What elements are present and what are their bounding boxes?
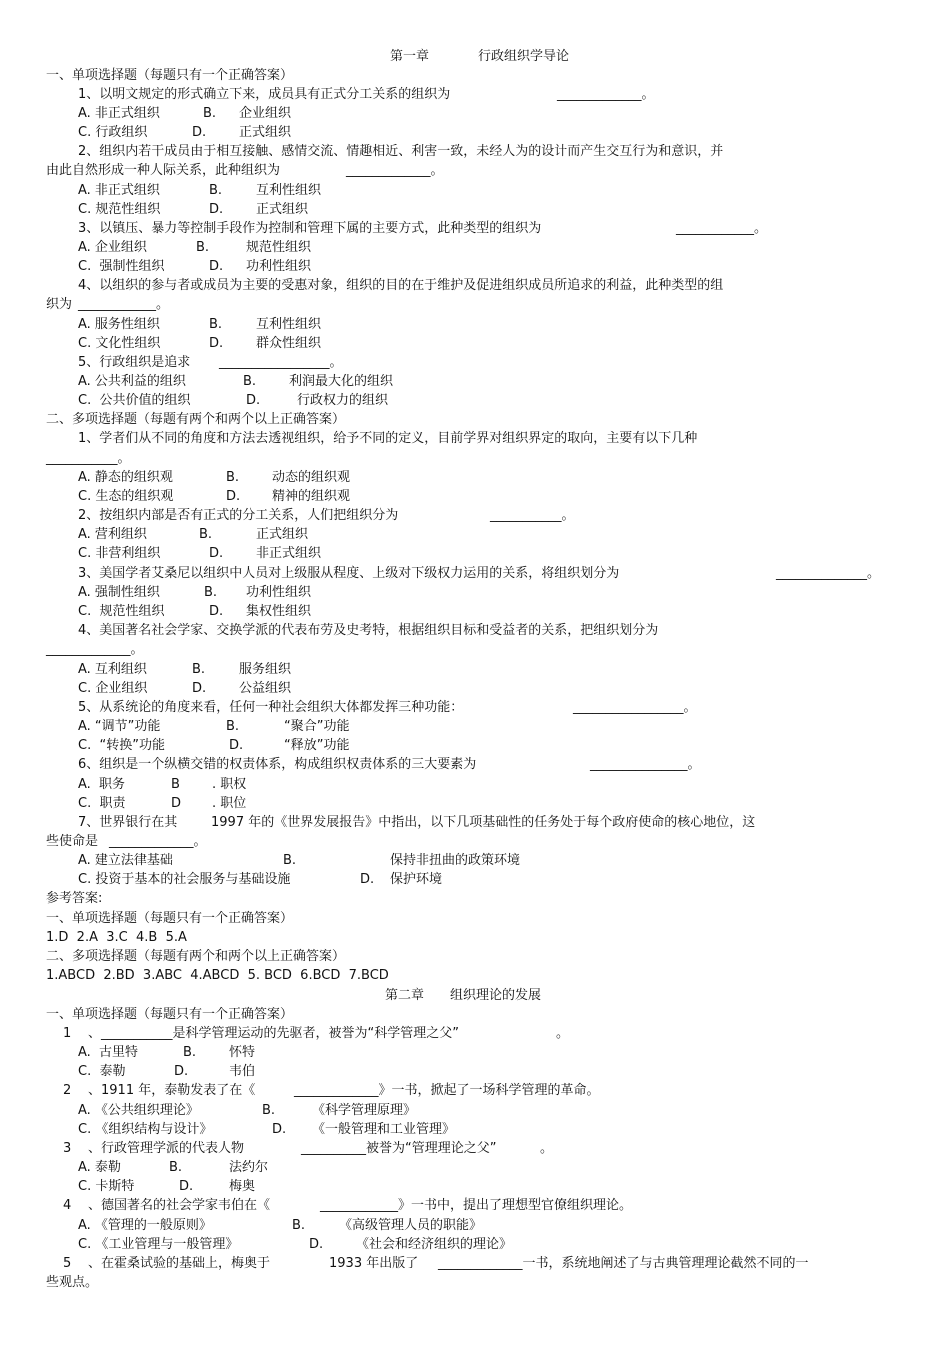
text-segment: 1933 年出版了 (329, 1256, 419, 1271)
text-segment: 7、世界银行在其 (78, 815, 178, 830)
text-segment: A. 泰勒 (78, 1160, 121, 1175)
text-segment: ___________。 (46, 451, 131, 466)
text-segment: 第一章 (390, 49, 430, 64)
text-segment: A. 服务性组织 (78, 317, 160, 332)
text-segment: C. 企业组织 (78, 681, 148, 696)
text-segment: D. (246, 393, 261, 408)
text-segment: D. (174, 1064, 189, 1079)
text-segment: B. (196, 240, 210, 255)
text-segment: D. (192, 681, 207, 696)
text-segment: 《社会和经济组织的理论》 (356, 1237, 513, 1252)
text-segment: 4、以组织的参与者或成员为主要的受惠对象，组织的目的在于维护及促进组织成员所追求的利益，此种类型的组 (78, 278, 724, 293)
text-segment: C. 职责 (78, 796, 126, 811)
text-segment: 规范性组织 (246, 240, 312, 255)
text-segment: 非正式组织 (256, 546, 322, 561)
text-segment: _____________》一书，掀起了一场科学管理的革命。 (294, 1083, 600, 1098)
text-segment: D. (309, 1237, 324, 1252)
text-segment: 些观点。 (46, 1275, 99, 1290)
text-segment: _________________。 (573, 700, 697, 715)
text-segment: 1、学者们从不同的角度和方法去透视组织，给予不同的定义，目前学界对组织界定的取向，主要有以下几种 (78, 431, 698, 446)
text-segment: A. 非正式组织 (78, 106, 160, 121)
text-segment: B. (283, 853, 297, 868)
text-segment: B. (209, 317, 223, 332)
text-segment: B. (192, 662, 206, 677)
text-segment: D. (209, 202, 224, 217)
text-segment: B. (203, 106, 217, 121)
text-segment: 1.ABCD 2.BD 3.ABC 4.ABCD 5. BCD 6.BCD 7.BCD (46, 968, 389, 983)
text-segment: _____________。 (346, 163, 444, 178)
text-segment: 由此自然形成一种人际关系，此种组织为 (46, 163, 281, 178)
text-segment: 集权性组织 (246, 604, 312, 619)
text-segment: 、在霍桑试验的基础上，梅奥于 (88, 1256, 271, 1271)
text-segment: 互利性组织 (256, 183, 322, 198)
text-segment: D. (229, 738, 244, 753)
text-segment: _____________一书，系统地阐述了与古典管理理论截然不同的一 (438, 1256, 809, 1271)
text-segment: C. 强制性组织 (78, 259, 165, 274)
text-segment: A. 非正式组织 (78, 183, 160, 198)
text-segment: ___________。 (490, 508, 575, 523)
text-segment: B. (169, 1160, 183, 1175)
text-segment: 二、多项选择题（每题有两个和两个以上正确答案） (46, 412, 346, 427)
text-segment: C. 规范性组织 (78, 604, 165, 619)
text-segment: A. 强制性组织 (78, 585, 160, 600)
text-segment: D. (209, 259, 224, 274)
text-segment: B. (226, 470, 240, 485)
text-segment: 1997 年的《世界发展报告》中指出，以下几项基础性的任务处于每个政府使命的核心地位，这 (211, 815, 756, 830)
text-segment: 功利性组织 (246, 585, 312, 600)
text-segment: 保护环境 (390, 872, 443, 887)
text-segment: B. (226, 719, 240, 734)
text-segment: 韦伯 (229, 1064, 256, 1079)
text-segment: 参考答案: (46, 891, 103, 906)
text-segment: 3、美国学者艾桑尼以组织中人员对上级服从程度、上级对下级权力运用的关系，将组织划分为 (78, 566, 620, 581)
text-segment: C. 规范性组织 (78, 202, 161, 217)
text-segment: 正式组织 (256, 527, 309, 542)
text-segment: 利润最大化的组织 (289, 374, 394, 389)
text-segment: 一、单项选择题（每题只有一个正确答案） (46, 911, 294, 926)
text-segment: 、德国著名的社会学家韦伯在《 (88, 1198, 271, 1213)
text-segment: B. (199, 527, 213, 542)
text-segment: C. “转换”功能 (78, 738, 165, 753)
text-segment: 3、以镇压、暴力等控制手段作为控制和管理下属的主要方式，此种类型的组织为 (78, 221, 542, 236)
text-segment: 《一般管理和工业管理》 (312, 1122, 456, 1137)
text-segment: 6、组织是一个纵横交错的权责体系，构成组织权责体系的三大要素为 (78, 757, 477, 772)
text-segment: 织为 (46, 297, 73, 312)
text-segment: 服务组织 (239, 662, 292, 677)
text-segment: ____________。 (676, 221, 768, 236)
text-segment: __________被誉为“管理理论之父” (301, 1141, 497, 1156)
text-segment: “聚合”功能 (284, 719, 350, 734)
text-segment: D. (179, 1179, 194, 1194)
text-segment: 行政权力的组织 (297, 393, 389, 408)
text-segment: 动态的组织观 (272, 470, 351, 485)
text-segment: 二、多项选择题（每题有两个和两个以上正确答案） (46, 949, 346, 964)
text-segment: 4 (63, 1198, 72, 1213)
text-segment: 。 (556, 1026, 570, 1041)
text-segment: B. (209, 183, 223, 198)
text-segment: . 职位 (212, 796, 247, 811)
text-segment: 组织理论的发展 (450, 988, 542, 1003)
text-segment: B. (183, 1045, 197, 1060)
text-segment: C. 《组织结构与设计》 (78, 1122, 213, 1137)
text-segment: 2 (63, 1083, 72, 1098)
text-segment: 精神的组织观 (272, 489, 351, 504)
text-segment: 互利性组织 (256, 317, 322, 332)
text-segment: D (171, 796, 182, 811)
text-segment: A. 《管理的一般原则》 (78, 1218, 212, 1233)
text-segment: 5、行政组织是追求 (78, 355, 191, 370)
text-segment: 、行政管理学派的代表人物 (88, 1141, 245, 1156)
text-segment: 行政组织学导论 (478, 49, 570, 64)
text-segment: ____________。 (78, 297, 170, 312)
text-segment: A. 静态的组织观 (78, 470, 173, 485)
text-segment: 5 (63, 1256, 72, 1271)
text-segment: A. “调节”功能 (78, 719, 161, 734)
text-segment: 保持非扭曲的政策环境 (390, 853, 521, 868)
text-segment: C. 卡斯特 (78, 1179, 135, 1194)
text-segment: C. 公共价值的组织 (78, 393, 191, 408)
text-segment: . 职权 (212, 777, 247, 792)
text-segment: A. 企业组织 (78, 240, 147, 255)
text-segment: 一、单项选择题（每题只有一个正确答案） (46, 68, 294, 83)
text-segment: ______________。 (776, 566, 881, 581)
text-segment: A. 公共利益的组织 (78, 374, 186, 389)
text-segment: D. (360, 872, 375, 887)
text-segment: 、1911 年，泰勒发表了在《 (88, 1083, 256, 1098)
text-segment: 功利性组织 (246, 259, 312, 274)
text-segment: _____________。 (46, 642, 144, 657)
text-segment: A. 古里特 (78, 1045, 139, 1060)
text-segment: 第二章 (385, 988, 425, 1003)
text-segment: 3 (63, 1141, 72, 1156)
text-segment: 2、组织内若干成员由于相互接触、感情交流、情趣相近、利害一致，未经人为的设计而产生交互行为和意识，并 (78, 144, 724, 159)
text-segment: 怀特 (229, 1045, 256, 1060)
text-segment: 4、美国著名社会学家、交换学派的代表布劳及史考特，根据组织目标和受益者的关系，把组织划分为 (78, 623, 659, 638)
text-segment: A. 职务 (78, 777, 126, 792)
text-segment: 梅奥 (229, 1179, 256, 1194)
text-segment: _____________。 (109, 834, 207, 849)
text-segment: 、___________是科学管理运动的先驱者，被誉为“科学管理之父” (88, 1026, 459, 1041)
text-segment: B. (243, 374, 257, 389)
text-segment: 公益组织 (239, 681, 292, 696)
text-segment: 群众性组织 (256, 336, 322, 351)
text-segment: D. (192, 125, 207, 140)
text-segment: C. 投资于基本的社会服务与基础设施 (78, 872, 291, 887)
text-segment: 2、按组织内部是否有正式的分工关系，人们把组织分为 (78, 508, 399, 523)
text-segment: D. (226, 489, 241, 504)
text-segment: 《高级管理人员的职能》 (339, 1218, 483, 1233)
text-segment: 些使命是 (46, 834, 99, 849)
text-segment: A. 营利组织 (78, 527, 147, 542)
text-segment: _____________。 (557, 87, 655, 102)
text-segment: 正式组织 (239, 125, 292, 140)
text-segment: “释放”功能 (284, 738, 350, 753)
text-segment: D. (272, 1122, 287, 1137)
text-segment: 5、从系统论的角度来看，任何一种社会组织大体都发挥三种功能： (78, 700, 464, 715)
text-segment: D. (209, 546, 224, 561)
text-segment: C. 《工业管理与一般管理》 (78, 1237, 239, 1252)
text-segment: _______________。 (590, 757, 701, 772)
text-segment: ____________》一书中，提出了理想型官僚组织理论。 (320, 1198, 633, 1213)
text-segment: 一、单项选择题（每题只有一个正确答案） (46, 1007, 294, 1022)
text-segment: 正式组织 (256, 202, 309, 217)
text-segment: B. (292, 1218, 306, 1233)
text-segment: A. 《公共组织理论》 (78, 1103, 199, 1118)
text-segment: A. 建立法律基础 (78, 853, 173, 868)
text-segment: 法约尔 (229, 1160, 269, 1175)
text-segment: 1.D 2.A 3.C 4.B 5.A (46, 930, 187, 945)
text-segment: D. (209, 336, 224, 351)
text-segment: C. 文化性组织 (78, 336, 161, 351)
text-segment: C. 非营利组织 (78, 546, 161, 561)
text-segment: B (171, 777, 180, 792)
text-segment: C. 生态的组织观 (78, 489, 174, 504)
text-segment: 1、以明文规定的形式确立下来，成员具有正式分工关系的组织为 (78, 87, 451, 102)
text-segment: A. 互利组织 (78, 662, 147, 677)
text-segment: 企业组织 (239, 106, 292, 121)
text-segment: D. (209, 604, 224, 619)
text-segment: B. (204, 585, 218, 600)
text-segment: 1 (63, 1026, 72, 1041)
text-segment: C. 行政组织 (78, 125, 148, 140)
text-segment: 。 (540, 1141, 554, 1156)
text-segment: B. (262, 1103, 276, 1118)
text-segment: _________________。 (219, 355, 343, 370)
text-segment: C. 泰勒 (78, 1064, 126, 1079)
text-segment: 《科学管理原理》 (312, 1103, 417, 1118)
